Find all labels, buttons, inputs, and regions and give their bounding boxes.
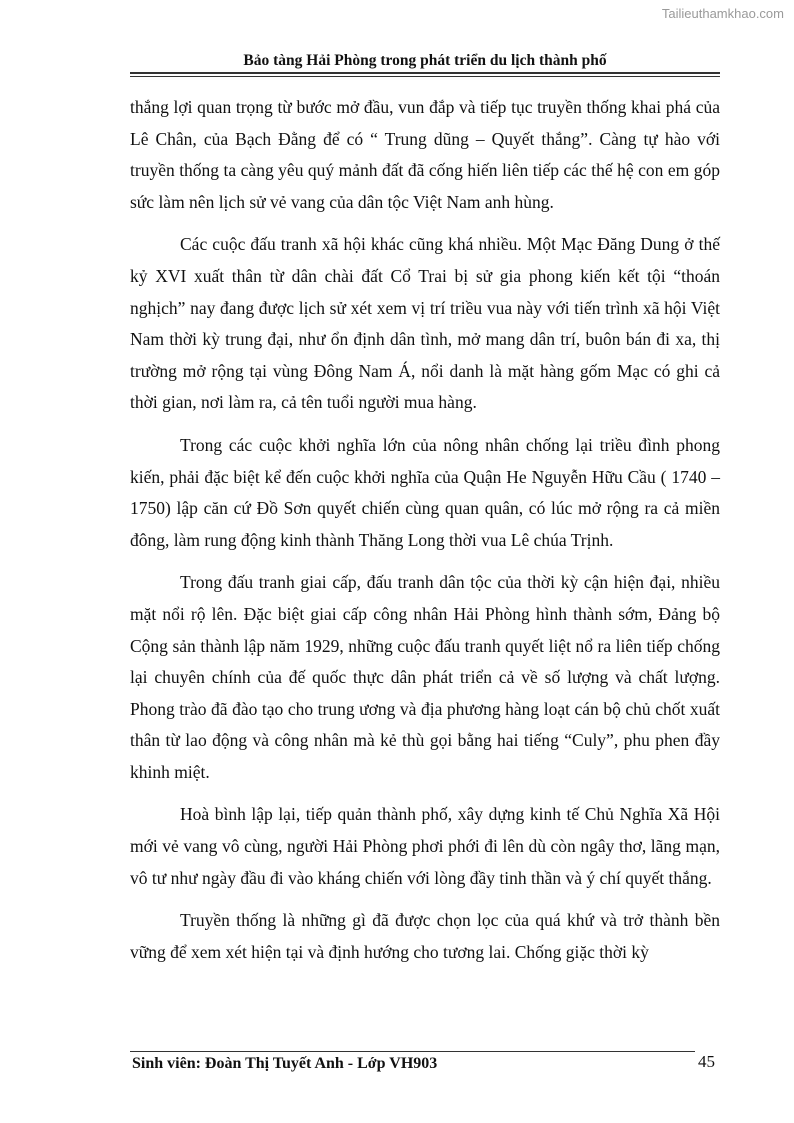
page-number: 45 bbox=[698, 1052, 715, 1071]
paragraph-4: Trong đấu tranh giai cấp, đấu tranh dân tộc của thời kỳ cận hiện đại, nhiều mặt nổi rộ lên. Đặc biệt giai cấp công nhân Hải Phòng hình thành sớm, Đảng bộ Cộng sản thành lập năm 1929, những cuộc đấu tranh quyết liệt nổ ra liên tiếp chống lại chuyên chính của đế quốc thực dân phát triển cả về số lượng và chất lượng. Phong trào đã đào tạo cho trung ương và địa phương hàng loạt cán bộ chủ chốt xuất thân từ lao động và công nhân mà kẻ thù gọi bằng hai tiếng “Culy”, phu phen đầy khinh miệt. bbox=[130, 572, 720, 782]
paragraph-3: Trong các cuộc khởi nghĩa lớn của nông nhân chống lại triều đình phong kiến, phải đặc biệt kể đến cuộc khởi nghĩa của Quận He Nguyễn Hữu Cầu ( 1740 – 1750) lập căn cứ Đồ Sơn quyết chiến cùng quan quân, có lúc mở rộng ra cả miền đông, làm rung động kinh thành Thăng Long thời vua Lê chúa Trịnh. bbox=[130, 434, 720, 550]
paragraph-6: Truyền thống là những gì đã được chọn lọc của quá khứ và trở thành bền vững để xem xét hiện tại và định hướng cho tương lai. Chống giặc thời kỳ bbox=[130, 910, 720, 962]
paragraph-2: Các cuộc đấu tranh xã hội khác cũng khá nhiều. Một Mạc Đăng Dung ở thế kỷ XVI xuất thân từ dân chài đất Cổ Trai bị sử gia phong kiến kết tội “thoán nghịch” nay đang được lịch sử xét xem vị trí triều vua này với tiến trình xã hội Việt Nam thời kỳ trung đại, như ổn định dân tình, mở mang dân trí, buôn bán đi xa, thị trường mở rộng tại vùng Đông Nam Á, nổi danh là mặt hàng gốm Mạc có ghi cả thời gian, nơi làm ra, cả tên tuổi người mua hàng. bbox=[130, 234, 720, 413]
paragraph-1: thắng lợi quan trọng từ bước mở đầu, vun đắp và tiếp tục truyền thống khai phá của Lê Chân, của Bạch Đằng để có “ Trung dũng – Quyết thắng”. Càng tự hào với truyền thống ta càng yêu quý mảnh đất đã cống hiến liên tiếp các thế hệ con em góp sức làm nên lịch sử vẻ vang của dân tộc Việt Nam anh hùng. bbox=[130, 97, 720, 212]
header-rule-thin bbox=[130, 76, 720, 77]
footer-author: Sinh viên: Đoàn Thị Tuyết Anh - Lớp VH903 bbox=[132, 1055, 438, 1072]
footer-rule bbox=[130, 1051, 695, 1052]
body-text bbox=[130, 92, 720, 979]
paragraph-5: Hoà bình lập lại, tiếp quản thành phố, xây dựng kinh tế Chủ Nghĩa Xã Hội mới vẻ vang vô cùng, người Hải Phòng phơi phới đi lên dù còn ngây thơ, lãng mạn, vô tư như ngày đầu đi vào kháng chiến với lòng đầy tinh thần và ý chí quyết thắng. bbox=[130, 804, 720, 888]
watermark: Tailieuthamkhao.com bbox=[661, 6, 784, 21]
header-rule-thick bbox=[130, 72, 720, 74]
running-header: Bảo tàng Hải Phòng trong phát triển du lịch thành phố bbox=[243, 52, 607, 69]
